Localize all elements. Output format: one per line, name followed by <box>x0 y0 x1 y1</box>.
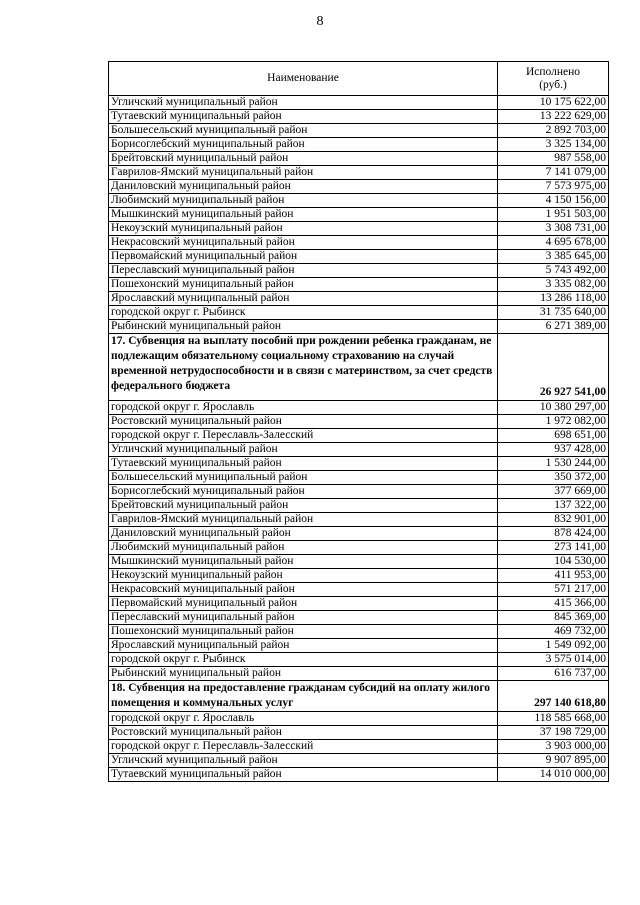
executed-amount: 3 385 645,00 <box>498 250 609 264</box>
page-number: 8 <box>316 14 324 29</box>
table-row <box>109 292 609 306</box>
executed-amount: 7 141 079,00 <box>498 166 609 180</box>
table-row <box>109 429 609 443</box>
table-row <box>109 110 609 124</box>
table-row <box>109 768 609 782</box>
executed-amount: 1 951 503,00 <box>498 208 609 222</box>
municipality-name: Некоузский муниципальный район <box>109 569 498 583</box>
table-row <box>109 401 609 415</box>
table-row <box>109 194 609 208</box>
executed-amount: 4 695 678,00 <box>498 236 609 250</box>
table-row <box>109 740 609 754</box>
table-body <box>109 96 609 782</box>
table-row <box>109 208 609 222</box>
municipality-name: Мышкинский муниципальный район <box>109 208 498 222</box>
table-row <box>109 236 609 250</box>
municipality-name: городской округ г. Ярославль <box>109 401 498 415</box>
header-value-cell <box>498 62 609 96</box>
municipality-name: Ярославский муниципальный район <box>109 639 498 653</box>
table-row <box>109 583 609 597</box>
municipality-name: Мышкинский муниципальный район <box>109 555 498 569</box>
municipality-name: городской округ г. Переславль-Залесский <box>109 429 498 443</box>
table-row <box>109 443 609 457</box>
executed-amount: 571 217,00 <box>498 583 609 597</box>
table-row <box>109 712 609 726</box>
executed-amount: 1 549 092,00 <box>498 639 609 653</box>
municipality-name: Гаврилов-Ямский муниципальный район <box>109 166 498 180</box>
executed-amount: 987 558,00 <box>498 152 609 166</box>
executed-amount: 1 530 244,00 <box>498 457 609 471</box>
executed-amount: 411 953,00 <box>498 569 609 583</box>
municipality-name: Первомайский муниципальный район <box>109 597 498 611</box>
municipality-name: Некрасовский муниципальный район <box>109 583 498 597</box>
table-row <box>109 278 609 292</box>
header-name-cell: Наименование <box>109 62 498 96</box>
executed-amount: 698 651,00 <box>498 429 609 443</box>
municipality-name: Ростовский муниципальный район <box>109 726 498 740</box>
municipality-name: Некрасовский муниципальный район <box>109 236 498 250</box>
municipality-name: Тутаевский муниципальный район <box>109 457 498 471</box>
executed-amount: 273 141,00 <box>498 541 609 555</box>
table-row <box>109 166 609 180</box>
executed-amount: 14 010 000,00 <box>498 768 609 782</box>
table-row <box>109 653 609 667</box>
table-row <box>109 597 609 611</box>
municipality-name: Рыбинский муниципальный район <box>109 667 498 681</box>
executed-amount: 350 372,00 <box>498 471 609 485</box>
executed-amount: 31 735 640,00 <box>498 306 609 320</box>
table-header-row <box>109 62 609 96</box>
table-row <box>109 625 609 639</box>
table-row <box>109 138 609 152</box>
municipality-name: Угличский муниципальный район <box>109 443 498 457</box>
table-row <box>109 180 609 194</box>
municipality-name: Тутаевский муниципальный район <box>109 768 498 782</box>
budget-execution-table <box>108 61 609 782</box>
municipality-name: Гаврилов-Ямский муниципальный район <box>109 513 498 527</box>
executed-amount: 13 286 118,00 <box>498 292 609 306</box>
section-total: 26 927 541,00 <box>498 334 609 401</box>
table-row <box>109 569 609 583</box>
municipality-name: Большесельский муниципальный район <box>109 471 498 485</box>
municipality-name: городской округ г. Ярославль <box>109 712 498 726</box>
executed-amount: 2 892 703,00 <box>498 124 609 138</box>
municipality-name: городской округ г. Рыбинск <box>109 653 498 667</box>
executed-amount: 377 669,00 <box>498 485 609 499</box>
municipality-name: Угличский муниципальный район <box>109 754 498 768</box>
municipality-name: Брейтовский муниципальный район <box>109 499 498 513</box>
table-row <box>109 264 609 278</box>
municipality-name: Переславский муниципальный район <box>109 264 498 278</box>
municipality-name: Тутаевский муниципальный район <box>109 110 498 124</box>
table-row <box>109 250 609 264</box>
table-row <box>109 541 609 555</box>
table-row <box>109 513 609 527</box>
table-row <box>109 320 609 334</box>
table-row <box>109 124 609 138</box>
municipality-name: Пошехонский муниципальный район <box>109 625 498 639</box>
header-value-unit: (руб.) <box>539 78 567 91</box>
executed-amount: 10 380 297,00 <box>498 401 609 415</box>
executed-amount: 937 428,00 <box>498 443 609 457</box>
section-title: 18. Субвенция на предоставление гражданам субсидий на оплату жилого помещения и коммунальных услуг <box>109 681 498 712</box>
municipality-name: Первомайский муниципальный район <box>109 250 498 264</box>
executed-amount: 7 573 975,00 <box>498 180 609 194</box>
executed-amount: 832 901,00 <box>498 513 609 527</box>
municipality-name: Даниловский муниципальный район <box>109 527 498 541</box>
municipality-name: Любимский муниципальный район <box>109 194 498 208</box>
municipality-name: Борисоглебский муниципальный район <box>109 485 498 499</box>
executed-amount: 137 322,00 <box>498 499 609 513</box>
table-row <box>109 471 609 485</box>
executed-amount: 3 335 082,00 <box>498 278 609 292</box>
executed-amount: 4 150 156,00 <box>498 194 609 208</box>
table-row <box>109 222 609 236</box>
section-header-row <box>109 681 609 712</box>
section-title: 17. Субвенция на выплату пособий при рождении ребенка гражданам, не подлежащим обязательному социальному страхованию на случай временной нетрудоспособности и в связи с материнством, за счет средств федерального бюджета <box>109 334 498 401</box>
executed-amount: 118 585 668,00 <box>498 712 609 726</box>
table-row <box>109 499 609 513</box>
municipality-name: Большесельский муниципальный район <box>109 124 498 138</box>
executed-amount: 878 424,00 <box>498 527 609 541</box>
executed-amount: 845 369,00 <box>498 611 609 625</box>
municipality-name: городской округ г. Рыбинск <box>109 306 498 320</box>
executed-amount: 104 530,00 <box>498 555 609 569</box>
table-row <box>109 485 609 499</box>
executed-amount: 1 972 082,00 <box>498 415 609 429</box>
municipality-name: Даниловский муниципальный район <box>109 180 498 194</box>
table-row <box>109 667 609 681</box>
table-row <box>109 306 609 320</box>
municipality-name: Некоузский муниципальный район <box>109 222 498 236</box>
executed-amount: 616 737,00 <box>498 667 609 681</box>
municipality-name: Ростовский муниципальный район <box>109 415 498 429</box>
municipality-name: Борисоглебский муниципальный район <box>109 138 498 152</box>
section-header-row <box>109 334 609 401</box>
header-value-label: Исполнено <box>525 65 581 78</box>
table-row <box>109 415 609 429</box>
executed-amount: 6 271 389,00 <box>498 320 609 334</box>
executed-amount: 3 308 731,00 <box>498 222 609 236</box>
executed-amount: 415 366,00 <box>498 597 609 611</box>
municipality-name: Ярославский муниципальный район <box>109 292 498 306</box>
table-row <box>109 457 609 471</box>
table-row <box>109 555 609 569</box>
table-row <box>109 96 609 110</box>
executed-amount: 5 743 492,00 <box>498 264 609 278</box>
municipality-name: Пошехонский муниципальный район <box>109 278 498 292</box>
executed-amount: 3 325 134,00 <box>498 138 609 152</box>
table-row <box>109 639 609 653</box>
executed-amount: 469 732,00 <box>498 625 609 639</box>
municipality-name: Рыбинский муниципальный район <box>109 320 498 334</box>
executed-amount: 9 907 895,00 <box>498 754 609 768</box>
table-row <box>109 527 609 541</box>
executed-amount: 37 198 729,00 <box>498 726 609 740</box>
executed-amount: 13 222 629,00 <box>498 110 609 124</box>
table-row <box>109 754 609 768</box>
municipality-name: Угличский муниципальный район <box>109 96 498 110</box>
executed-amount: 3 903 000,00 <box>498 740 609 754</box>
municipality-name: Любимский муниципальный район <box>109 541 498 555</box>
executed-amount: 10 175 622,00 <box>498 96 609 110</box>
municipality-name: Брейтовский муниципальный район <box>109 152 498 166</box>
table-row <box>109 611 609 625</box>
section-total: 297 140 618,80 <box>498 681 609 712</box>
table-row <box>109 726 609 740</box>
municipality-name: Переславский муниципальный район <box>109 611 498 625</box>
executed-amount: 3 575 014,00 <box>498 653 609 667</box>
table-row <box>109 152 609 166</box>
municipality-name: городской округ г. Переславль-Залесский <box>109 740 498 754</box>
